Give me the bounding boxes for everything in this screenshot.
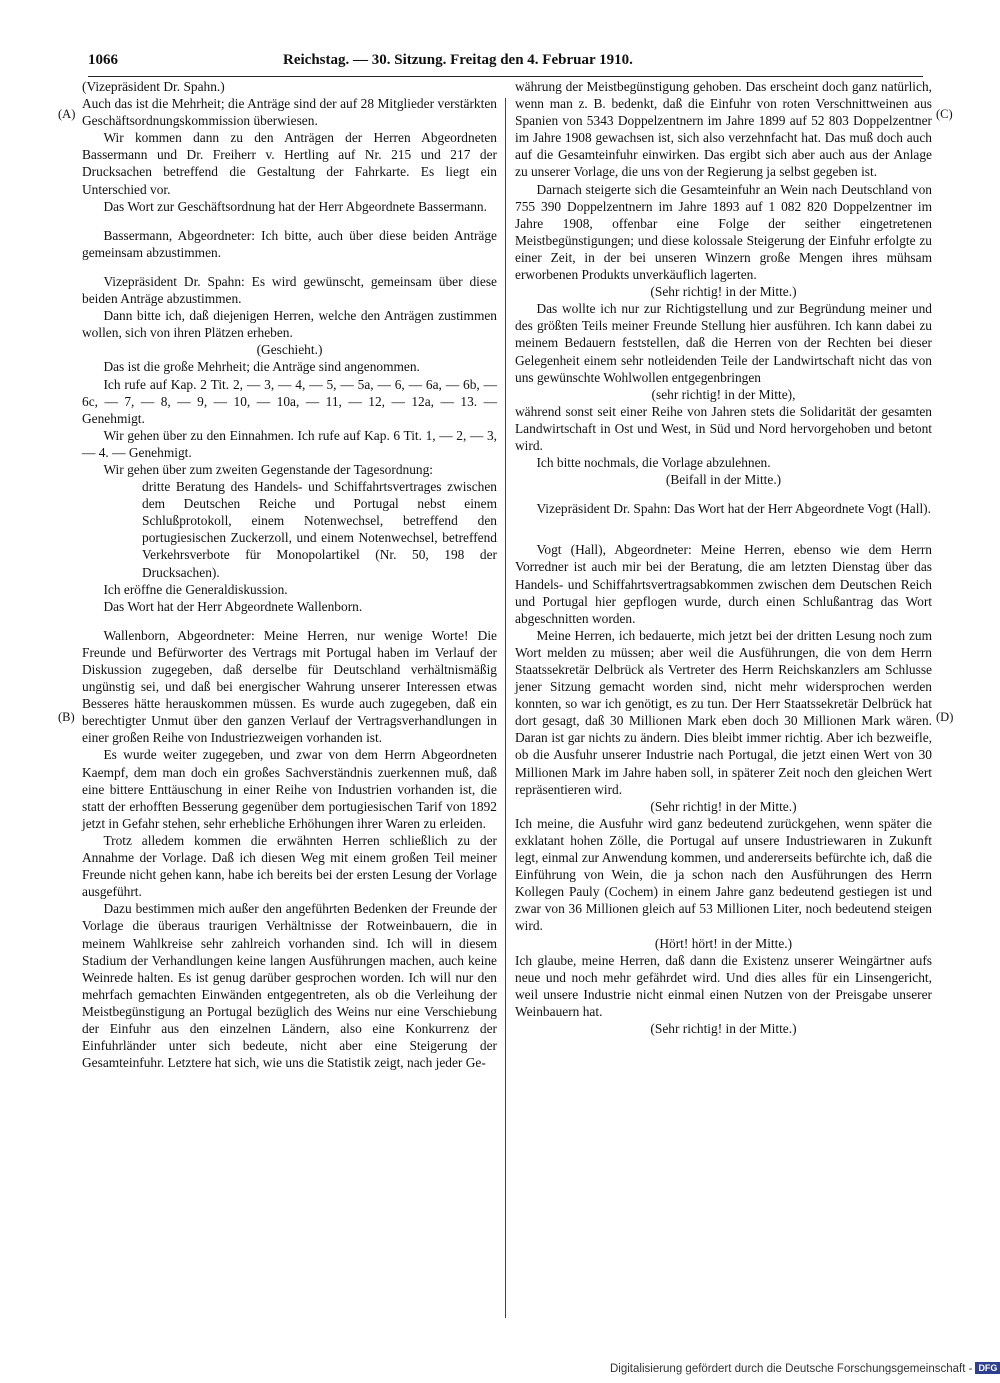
- paragraph: Das Wort hat der Herr Abgeordnete Wallenborn.: [103, 598, 363, 614]
- paragraph: Wir gehen über zu den Einnahmen. Ich rufe auf Kap. 6 Tit. 1, — 2, — 3, — 4. — Genehmigt.: [82, 427, 497, 460]
- paragraph: Dann bitte ich, daß diejenigen Herren, welche den Anträgen zustimmen wollen, sich von ihren Plätzen erheben.: [82, 308, 497, 341]
- paragraph: Es wurde weiter zugegeben, und zwar von dem Herrn Abgeordneten Kaempf, dem man doch ein großes Sachverständnis zuerkennen muß, daß eine bittere Enttäuschung in einer Reihe von Industrien vorhanden ist, die statt der erhofften Besserung gegenüber dem portugiesischen Tarif von 1892 jetzt in Gefahr stehen, sehr erhebliche Erhöhungen ihrer Waren zu erleiden.: [82, 747, 497, 831]
- header-rule: [88, 76, 923, 77]
- margin-mark-d: (D): [936, 710, 954, 724]
- column-divider: [505, 98, 506, 1318]
- paragraph: Das wollte ich nur zur Richtigstellung und zur Begründung meiner und des größten Teils meiner Freunde Stellung hier ausführen. Ich kann dabei zu meinem Bedauern feststellen, daß die Herren von der Rechten bei dieser Gelegenheit einem sehr notleidenden Teile der Landwirtschaft nicht das von uns gewünschte Wohlwollen entgegenbringen: [515, 301, 932, 385]
- left-column: [82, 78, 497, 1071]
- paragraph: Wir kommen dann zu den Anträgen der Herren Abgeordneten Bassermann und Dr. Freiherr v. Hertling auf Nr. 215 und 217 der Drucksachen betreffend die Gestaltung der Fahrkarte. Es liegt ein Unterschied vor.: [82, 130, 497, 197]
- page-number: 1066: [88, 52, 118, 68]
- paragraph: Ich bitte nochmals, die Vorlage abzulehnen.: [536, 455, 771, 471]
- paragraph: (Geschieht.): [256, 342, 323, 358]
- paragraph: Wallenborn, Abgeordneter: Meine Herren, nur wenige Worte! Die Freunde und Befürworter des Vertrags mit Portugal haben im Verlauf der Diskussion zugegeben, daß derselbe für Deutschland verhältnismäßig ungünstig sei, und daß bei energischer Wahrung unserer Interessen etwas Besseres hätte herauskommen müssen. Es wurde auch zugegeben, daß ein berechtigter Unmut über den ganzen Verlauf der Vertragsverhandlungen in einer großen Reihe von Industriezweigen vorhanden ist.: [82, 627, 497, 746]
- page-header: [88, 52, 923, 76]
- margin-mark-c: (C): [936, 107, 953, 121]
- paragraph: Ich rufe auf Kap. 2 Tit. 2, — 3, — 4, — 5, — 5a, — 6, — 6a, — 6b, — 6c, — 7, — 8, — 9, — 10, — 10a, — 11, — 12, — 12a, — 13. — Genehmigt.: [82, 376, 497, 426]
- paragraph: Das ist die große Mehrheit; die Anträge sind angenommen.: [103, 359, 420, 375]
- paragraph-gap: [82, 615, 497, 627]
- paragraph: Ich glaube, meine Herren, daß dann die Existenz unserer Weingärtner aufs neue und noch mehr gefährdet wird. Und dies alles für ein Linsengericht, weil unsere Industrie nicht einmal einen Nutzen von der Preisgabe unserer Weinbauern hat.: [515, 952, 932, 1019]
- paragraph: (Sehr richtig! in der Mitte.): [650, 1020, 797, 1036]
- right-column: [515, 78, 932, 1037]
- margin-mark-a: (A): [58, 107, 76, 121]
- footer-credit: [610, 1362, 1000, 1375]
- paragraph-gap: [82, 215, 497, 227]
- paragraph: Vizepräsident Dr. Spahn: Es wird gewünscht, gemeinsam über diese beiden Anträge abzustimmen.: [82, 273, 497, 307]
- paragraph: währung der Meistbegünstigung gehoben. Das erscheint doch ganz natürlich, wenn man z. B. bedenkt, daß die Einfuhr von roten Verschnittweinen aus Spanien von 5343 Doppelzentnern im Jahre 1899 auf 52 803 Doppelzentner im Jahre 1908 gewachsen ist, sich also verzehnfacht hat. Das muß doch auch auf die Gesamteinfuhr einwirken. Das ergibt sich aber auch aus der Anlage zu unserer Vorlage, die uns von der Regierung ja selbst gegeben ist.: [515, 79, 932, 180]
- paragraph: Darnach steigerte sich die Gesamteinfuhr an Wein nach Deutschland von 755 390 Doppelzentnern im Jahre 1893 auf 1 082 820 Doppelzentner im Jahre 1908, offenbar eine Folge der seither eingetretenen Meistbegünstigungen; und diese kolossale Steigerung der Einfuhr erfolgte zu einer Zeit, in der bei unseren Winzern große Mengen ihres mühsam erworbenen Produkts unverkäuflich lagerten.: [515, 181, 932, 283]
- paragraph: Wir gehen über zum zweiten Gegenstande der Tagesordnung:: [103, 461, 434, 477]
- paragraph: Bassermann, Abgeordneter: Ich bitte, auch über diese beiden Anträge gemeinsam abzustimmen.: [82, 227, 497, 260]
- paragraph: Auch das ist die Mehrheit; die Anträge sind der auf 28 Mitglieder verstärkten Geschäftsordnungskommission überwiesen.: [82, 96, 497, 129]
- paragraph: während sonst seit einer Reihe von Jahren stets die Solidarität der gesamten Landwirtschaft in Ost und West, in Süd und Nord hervorgehoben und betont wird.: [515, 403, 932, 453]
- paragraph: (Vizepräsident Dr. Spahn.): [82, 79, 225, 94]
- paragraph: Trotz alledem kommen die erwähnten Herren schließlich zu der Annahme der Vorlage. Daß ich diesen Weg mit einem großen Teil meiner Freunde nicht gehen kann, habe ich bereits bei der ersten Lesung der Vorlage ausgeführt.: [82, 832, 497, 900]
- paragraph: Vizepräsident Dr. Spahn: Das Wort hat der Herr Abgeordnete Vogt (Hall).: [536, 501, 931, 517]
- dfg-logo: DFG: [975, 1362, 1000, 1374]
- paragraph: Ich meine, die Ausfuhr wird ganz bedeutend zurückgehen, wenn später die exklatant hohen Zölle, die Portugal auf unsere Industriewaren in Zukunft legt, einmal zur Anwendung kommen, und andererseits befürchte ich, daß die Einführung von Wein, die ja schon nach den Ausführungen des Herrn Kollegen Pauly (Cochem) in einem Jahre ganz bedeutend gestiegen ist und zwar von 36 Millionen gleich auf 53 Millionen Liter, noch bedeutend steigen wird.: [515, 815, 932, 934]
- paragraph: Ich eröffne die Generaldiskussion.: [103, 581, 288, 597]
- paragraph: (Sehr richtig! in der Mitte.): [650, 284, 797, 300]
- paragraph-gap: [515, 517, 932, 529]
- paragraph: (Hört! hört! in der Mitte.): [654, 935, 793, 951]
- paragraph: Meine Herren, ich bedauerte, mich jetzt bei der dritten Lesung noch zum Wort melden zu müssen; aber weil die Ausführungen, die von dem Herrn Staatssekretär Delbrück als Vertreter des Herrn Reichskanzlers am Schlusse jener Sitzung gemacht worden sind, nicht mehr widersprochen werden konnten, so war ich genötigt, es zu tun. Der Herr Staatssekretär Delbrück hat dort gesagt, daß 30 Millionen Mark eben doch 30 Millionen Mark wären. Daran ist gar nichts zu ändern. Dies bleibt immer richtig. Aber ich bezweifle, ob die Ausfuhr unserer Industrie nach Portugal, die jetzt einen Wert von 30 Millionen Mark im Jahre haben soll, in späterer Zeit noch den gleichen Wert repräsentieren wird.: [515, 627, 932, 797]
- paragraph: (Beifall in der Mitte.): [665, 472, 782, 488]
- paragraph-gap: [515, 529, 932, 541]
- paragraph-gap: [82, 261, 497, 273]
- paragraph: (Sehr richtig! in der Mitte.): [650, 798, 797, 814]
- running-title: Reichstag. — 30. Sitzung. Freitag den 4. Februar 1910.: [283, 52, 633, 68]
- paragraph-gap: [515, 488, 932, 500]
- paragraph: (sehr richtig! in der Mitte),: [651, 386, 796, 402]
- margin-mark-b: (B): [58, 710, 75, 724]
- footer-text: Digitalisierung gefördert durch die Deutsche Forschungsgemeinschaft -: [610, 1363, 973, 1375]
- paragraph: Vogt (Hall), Abgeordneter: Meine Herren, ebenso wie dem Herrn Vorredner ist auch mir bei der Beratung, die am letzten Dienstag über das Handels- und Schiffahrtsvertragsabkommen zwischen dem Deutschen Reich und Portugal hier gepflogen wurde, durch einen Schlußantrag das Wort abgeschnitten worden.: [515, 542, 932, 626]
- paragraph: dritte Beratung des Handels- und Schiffahrtsvertrages zwischen dem Deutschen Reiche und Portugal nebst einem Schlußprotokoll, einem Notenwechsel, betreffend den portugiesischen Zuckerzoll, und einem Notenwechsel, betreffend Verkehrsverbote für Monopolartikel (Nr. 50, 198 der Drucksachen).: [142, 479, 497, 580]
- paragraph: Dazu bestimmen mich außer den angeführten Bedenken der Freunde der Vorlage die überaus traurigen Verhältnisse der Rotweinbauern, die in meinem Wahlkreise sehr zahlreich vorhanden sind. Ich will in diesem Stadium der Verhandlungen keine langen Ausführungen machen, auch keine Weinrede halten. Es ist genug darüber gesprochen worden. Ich will nur den mehrfach gemachten Einwänden entgegentreten, als ob die Verleihung der Meistbegünstigung an Portugal bezüglich des Weins nur eine Verschiebung der Einfuhr aus den einzelnen Ländern, also eine Konkurrenz der Einfuhrländer unter sich bedeute, nicht aber eine Steigerung der Gesamteinfuhr. Letztere hat sich, wie uns die Statistik zeigt, nach jeder Ge-: [82, 901, 497, 1071]
- paragraph: Das Wort zur Geschäftsordnung hat der Herr Abgeordnete Bassermann.: [103, 198, 487, 214]
